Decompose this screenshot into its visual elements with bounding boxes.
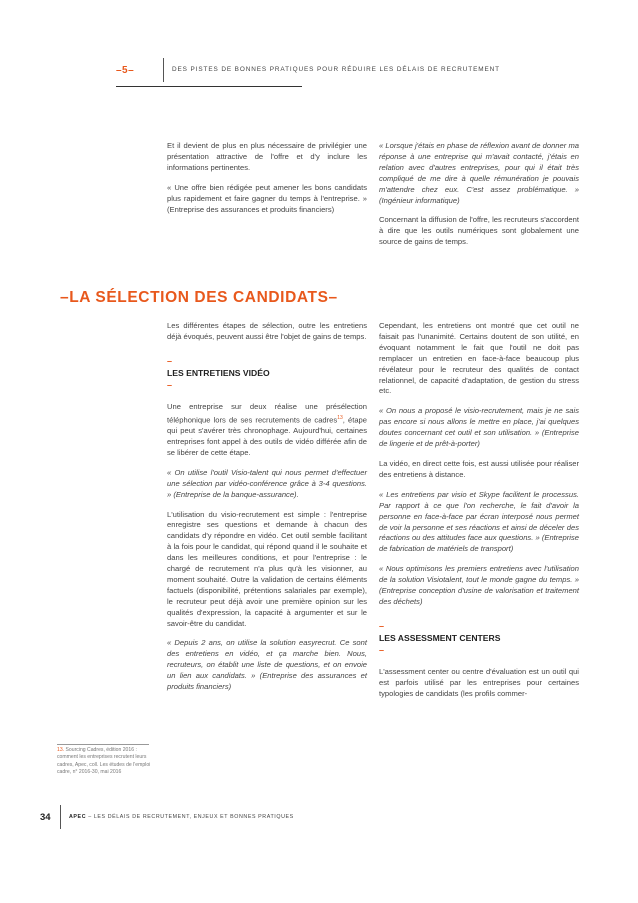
paragraph: La vidéo, en direct cette fois, est aussi utilisée pour réaliser des entretiens à distance. [379,458,579,479]
page-number: 34 [40,812,51,823]
footnote-text: Sourcing Cadres, édition 2016 : comment les entreprises recrutent leurs cadres, Apec, coll. Les études de l'emploi cadre, n° 2016-30, mai 2016 [57,747,151,776]
heading-dash-bottom: – [379,644,385,655]
footnote-number: 13. [57,747,65,753]
top-column-right [379,141,579,257]
header-rule [116,86,302,87]
quote-paragraph: « Lorsque j'étais en phase de réflexion avant de donner ma réponse à une entreprise qui m'avait contacté, j'étais en relation avec d'autres entreprises, pour qui il était très compliqué de me dire à quelle rémunération je pouvais m'attendre chez eux. C'est assez problématique. » (Ingénieur informatique) [379,141,579,205]
paragraph: Une entreprise sur deux réalise une présélection téléphonique lors de ses recrutements de cadres$^{13}$, étape qui peut s'avérer très chronophage. Aujourd'hui, certaines entreprises font appel à des outils de vidéo différée afin de se libérer de cette étape. [167,401,367,457]
section-title: –LA SÉLECTION DES CANDIDATS– [60,289,338,306]
quote-paragraph: « Depuis 2 ans, on utilise la solution easyrecrut. Ce sont des entretiens en vidéo, et ça marche bien. Nous, recruteurs, on établit une liste de questions, et on envoie un lien aux candidats. » (Entreprise des assurances et produits financiers) [167,638,367,692]
subsection-title: LES ASSESSMENT CENTERS [379,632,501,643]
heading-dash-top: – [167,355,173,366]
footnote-ref[interactable]: 13 [337,414,343,421]
heading-dash-top: – [379,620,385,631]
paragraph: Cependant, les entretiens ont montré que cet outil ne faisait pas l'unanimité. Certains doutent de son utilité, en évoquant notamment le fait que l'outil ne doit pas remplacer un entretien en face-à-face beaucoup plus révélateur pour le recruteur des qualités de contact relationnel, de capacité d'adaptation, de gestion du stress etc. [379,321,579,396]
paragraph: « Une offre bien rédigée peut amener les bons candidats plus rapidement et faire gagner du temps à l'entreprise. » (Entreprise des assurances et produits financiers) [167,182,367,214]
main-column-right [379,321,579,708]
footnote-rule [57,744,149,745]
heading-dash-bottom: – [167,379,173,390]
subsection-heading-video [167,357,367,390]
quote-paragraph: « Nous optimisons les premiers entretiens avec l'utilisation de la solution Visiotalent, tout le monde gagne du temps. » (Entreprise conception d'usine de valorisation et traitement des déchets) [379,564,579,606]
main-column-left [167,321,367,702]
paragraph: Et il devient de plus en plus nécessaire de privilégier une présentation attractive de l'offre et d'y inclure les informations pertinentes. [167,141,367,172]
subsection-heading-assessment [379,622,579,655]
footer-brand: APEC [69,814,87,820]
header-title: DES PISTES DE BONNES PRATIQUES POUR RÉDUIRE LES DÉLAIS DE RECRUTEMENT [172,66,500,73]
quote-paragraph: « Les entretiens par visio et Skype facilitent le processus. Par rapport à ce que l'on recherche, le fait d'avoir la personne en face-à-face par écran interposé nous permet de voir la personne et ses réactions et ainsi de déceler des réactions ou des attitudes face aux questions. » (Entreprise de fabrication de matériels de transport) [379,489,579,554]
quote-paragraph: « On nous a proposé le visio-recrutement, mais je ne sais pas encore si nous allons le mettre en place, j'ai quelques doutes concernant cet outil et son utilisation. » (Entreprise de lingerie et de prêt-à-porter) [379,406,579,449]
footnote [57,747,157,777]
subsection-title: LES ENTRETIENS VIDÉO [167,367,270,378]
paragraph: Concernant la diffusion de l'offre, les recruteurs s'accordent à dire que les outils numériques sont globalement une source de gains de temps. [379,215,579,247]
footer-text: APEC – LES DÉLAIS DE RECRUTEMENT, ENJEUX ET BONNES PRATIQUES [69,814,294,820]
paragraph: L'assessment center ou centre d'évaluation est un outil qui est parfois utilisé par les entreprises pour certaines typologies de candidats (les profils commer- [379,666,579,698]
header-chapter-number: –5– [116,65,135,76]
paragraph: L'utilisation du visio-recrutement est simple : l'entreprise enregistre ses questions et demande à chacun des candidats d'y répondre en vidéo. Cet outil semble facilitant à la fois pour le candidat, qui répond quand il le souhaite et dans les meilleures conditions, et pour l'entreprise : le chargé de recrutement n'a plus qu'à les visionner, au moment souhaité. Outre la validation de certains éléments factuels (disponibilité, prétentions salariales par exemple), le recruteur peut déjà avoir une première opinion sur les qualités d'expression, la capacité à argumenter et sur le savoir-être du candidat. [167,509,367,628]
intro-paragraph: Les différentes étapes de sélection, outre les entretiens déjà évoqués, peuvent aussi être l'objet de gains de temps. [167,321,367,341]
quote-paragraph: « On utilise l'outil Visio-talent qui nous permet d'effectuer une sélection par vidéo-conférence grâce à 3-4 questions. » (Entreprise de la banque-assurance). [167,467,367,499]
top-column-left [167,141,367,224]
header-divider [163,58,164,82]
footer-divider [60,805,61,829]
